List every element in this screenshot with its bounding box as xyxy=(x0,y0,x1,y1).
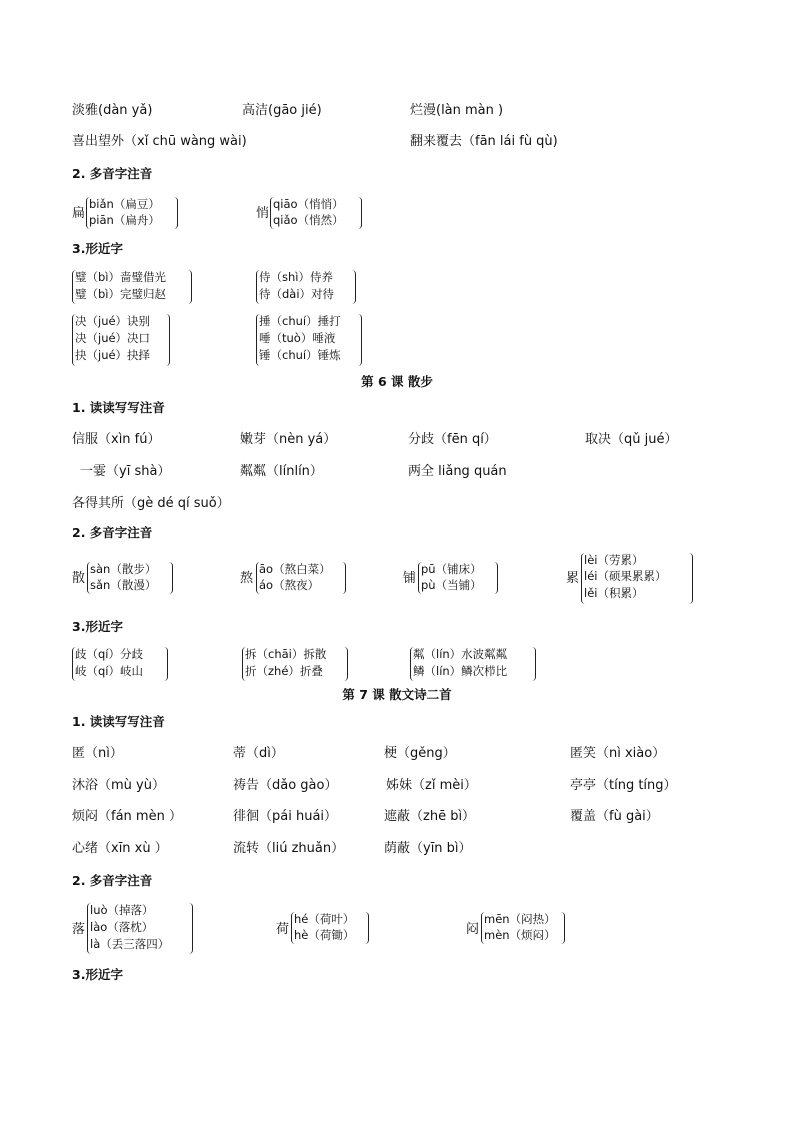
word-danya: 淡雅(dàn yǎ) xyxy=(72,103,153,118)
word-fanmen: 烦闷（fán mèn ） xyxy=(72,809,182,824)
poly-char-luo: 落 xyxy=(72,922,86,937)
word-liangquan: 两全 liǎng quán xyxy=(408,464,507,479)
poly-reading: hè（荷锄） xyxy=(294,928,355,942)
polyphone-heading: 2. 多音字注音 xyxy=(72,525,153,540)
poly-reading: mèn（烦闷） xyxy=(484,928,556,942)
poly-reading: lào（落枕） xyxy=(90,920,154,934)
similar-item: 待（dài）对待 xyxy=(259,287,335,301)
read-write-heading: 1. 读读写写注音 xyxy=(72,714,165,729)
similar-item: 抉（jué）抉择 xyxy=(75,348,151,362)
similar-item: 拆（chāi）拆散 xyxy=(245,647,327,661)
poly-char-lei: 累 xyxy=(566,571,580,586)
poly-reading: qiǎo（悄然） xyxy=(273,213,344,227)
word-daogao: 祷告（dǎo gào） xyxy=(233,778,338,793)
similar-item: 决（jué）决口 xyxy=(75,331,151,345)
poly-reading: là（丢三落四） xyxy=(90,937,170,951)
poly-char-men: 闷 xyxy=(466,922,480,937)
poly-reading: lèi（劳累） xyxy=(584,553,644,567)
poly-reading: qiāo（悄悄） xyxy=(273,197,344,211)
lesson-6-title: 第 6 课 散步 xyxy=(361,374,433,389)
word-linlin: 粼粼（línlín） xyxy=(240,464,323,479)
similar-item: 唾（tuò）唾液 xyxy=(259,331,336,345)
word-lanman: 烂漫(làn màn ) xyxy=(410,103,504,118)
similar-heading: 3.形近字 xyxy=(72,619,123,634)
similar-item: 捶（chuí）捶打 xyxy=(259,314,341,328)
poly-reading: luò（掉落） xyxy=(90,903,154,917)
word-fugai: 覆盖（fù gài） xyxy=(570,809,659,824)
similar-item: 璧（bì）完璧归赵 xyxy=(75,287,166,301)
word-paihuai: 徘徊（pái huái） xyxy=(233,809,338,824)
poly-reading: sǎn（散漫） xyxy=(90,578,157,592)
word-xichuwangwai: 喜出望外（xǐ chū wàng wài) xyxy=(72,134,247,149)
word-ni: 匿（nì） xyxy=(72,746,123,761)
word-liuzhuan: 流转（liú zhuǎn） xyxy=(233,841,345,856)
word-tingting: 亭亭（tíng tíng） xyxy=(570,778,677,793)
similar-item: 决（jué）诀别 xyxy=(75,314,151,328)
similar-item: 璧（bì）啬璧借光 xyxy=(75,270,166,284)
poly-reading: pū（铺床） xyxy=(421,562,482,576)
word-geng: 梗（gěng） xyxy=(384,746,456,761)
poly-reading: mēn（闷热） xyxy=(484,912,556,926)
word-xinfu: 信服（xìn fú） xyxy=(72,432,161,447)
poly-reading: léi（硕果累累） xyxy=(584,569,667,583)
poly-char-he: 荷 xyxy=(276,922,290,937)
polyphone-heading: 2. 多音字注音 xyxy=(72,873,153,888)
similar-item: 岐（qí）岐山 xyxy=(75,664,143,678)
word-zhebi: 遮蔽（zhē bì） xyxy=(384,809,476,824)
poly-reading: piān（扁舟） xyxy=(89,213,160,227)
polyphone-heading: 2. 多音字注音 xyxy=(72,166,153,181)
poly-reading: áo（熬夜） xyxy=(259,578,320,592)
word-gaojie: 高洁(gāo jié) xyxy=(242,103,322,118)
word-di: 蒂（dì） xyxy=(233,746,284,761)
word-qujue: 取决（qǔ jué） xyxy=(585,432,678,447)
similar-item: 折（zhé）折叠 xyxy=(245,664,323,678)
similar-item: 鳞（lín）鳞次栉比 xyxy=(413,664,508,678)
poly-char-ao: 熬 xyxy=(240,571,254,586)
poly-char-san: 散 xyxy=(72,571,86,586)
poly-char-qiao: 悄 xyxy=(256,206,270,221)
word-yinbi: 荫蔽（yīn bì） xyxy=(384,841,472,856)
read-write-heading: 1. 读读写写注音 xyxy=(72,400,165,415)
similar-heading: 3.形近字 xyxy=(72,967,123,982)
poly-reading: pù（当铺） xyxy=(421,578,482,592)
word-yisha: 一霎（yī shà） xyxy=(80,464,171,479)
poly-char-pu: 铺 xyxy=(403,571,417,586)
poly-reading: āo（熬白菜） xyxy=(259,562,331,576)
poly-reading: hé（荷叶） xyxy=(294,912,355,926)
word-xinxu: 心绪（xīn xù ） xyxy=(72,841,168,856)
word-fanlaifuqu: 翻来覆去（fān lái fù qù) xyxy=(410,134,558,149)
similar-item: 粼（lín）水波粼粼 xyxy=(413,647,508,661)
word-zimei: 姊妹（zǐ mèi） xyxy=(386,778,477,793)
word-nixiao: 匿笑（nì xiào） xyxy=(570,746,666,761)
similar-item: 歧（qí）分歧 xyxy=(75,647,143,661)
word-fenqi: 分歧（fēn qí） xyxy=(408,432,497,447)
poly-char-bian: 扁 xyxy=(72,206,86,221)
word-muyu: 沐浴（mù yù） xyxy=(72,778,165,793)
similar-item: 侍（shì）侍养 xyxy=(259,270,333,284)
word-nenya: 嫩芽（nèn yá） xyxy=(240,432,337,447)
poly-reading: sàn（散步） xyxy=(90,562,157,576)
poly-reading: biǎn（扁豆） xyxy=(89,197,160,211)
word-gedeqisuo: 各得其所（gè dé qí suǒ） xyxy=(72,496,230,511)
similar-heading: 3.形近字 xyxy=(72,241,123,256)
poly-reading: lěi（积累） xyxy=(584,586,644,600)
similar-item: 锤（chuí）锤炼 xyxy=(259,348,341,362)
lesson-7-title: 第 7 课 散文诗二首 xyxy=(342,687,452,702)
